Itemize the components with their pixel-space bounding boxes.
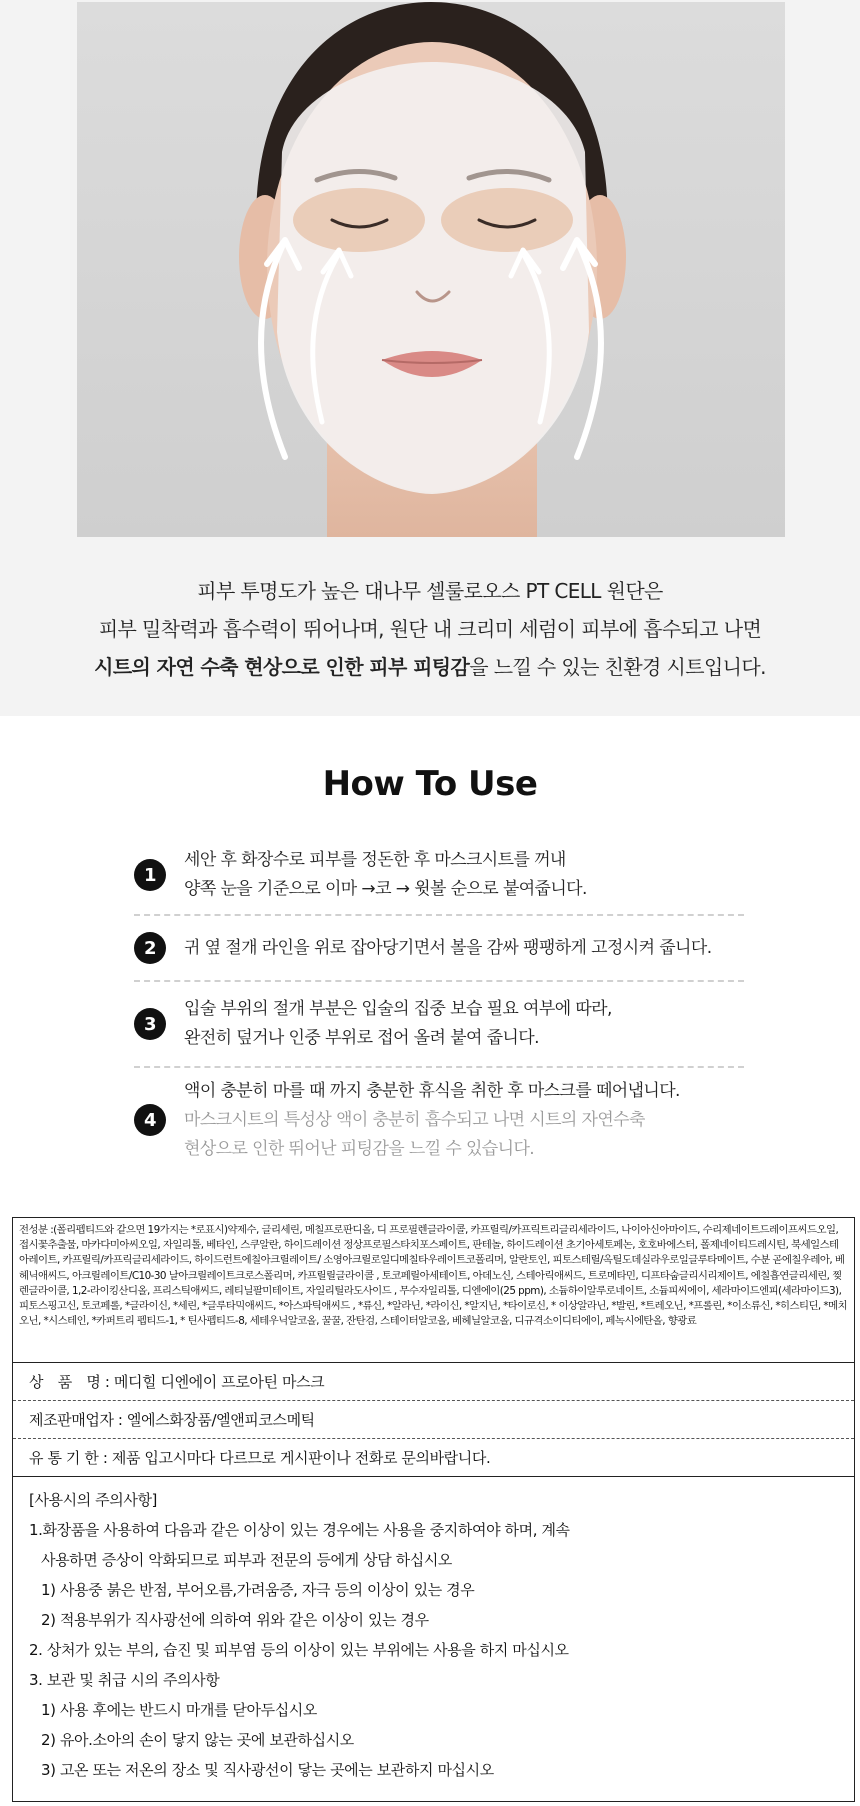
intro-line-3-rest: 을 느낄 수 있는 친환경 시트입니다. bbox=[469, 655, 766, 679]
intro-line-3-bold: 시트의 자연 수축 현상으로 인한 피부 피팅감 bbox=[94, 655, 470, 679]
intro-line-2: 피부 밀착력과 흡수력이 뛰어나며, 원단 내 크리미 세럼이 피부에 흡수되고 나면 bbox=[98, 617, 762, 641]
step-number-badge: 4 bbox=[134, 1104, 166, 1136]
step-text: 액이 충분히 마를 때 까지 충분한 휴식을 취한 후 마스크를 떼어냅니다. bbox=[184, 1080, 680, 1101]
step-item bbox=[134, 836, 744, 916]
usage-cautions bbox=[13, 1477, 854, 1785]
step-text: 입술 부위의 절개 부분은 입술의 집중 보습 필요 여부에 따라, bbox=[184, 999, 612, 1019]
product-info-table bbox=[12, 1217, 855, 1802]
step-number-badge: 3 bbox=[134, 1008, 166, 1040]
intro-text bbox=[0, 572, 860, 686]
step-item bbox=[134, 916, 744, 982]
step-number-badge: 2 bbox=[134, 932, 166, 964]
ingredients-list: 전성분 :(폴리펩티드와 같으면 19가지는 *로표시)약제수, 글리세린, 메칠프로판디올, 디 프로필렌글라이콜, 카프릴릭/카프릭트리글리세라이드, 나이아신아마이드, 수리제네이트드레이프씨드오일, 접시꽃추출물, 마카다미아씨오일, 자일리톨, 베타인, 스쿠알란, 하이드레이션 정상프로필스타치포스페이트, 판테놀, 하이드레이션 초기아세토페논, 호호바에스터, 폴제네이티드레시틴, 북세일스테아레이트, 카프릴릭/카프릭글리세라이드, 하이드런트에칠아크릴레이트/ 소영아크릴로일디메칠타우레이트코폴리머, 알란토인, 피토스테릴/옥틸도데실라우로일글루타메이트, 수분 곧에칠우레아, 베헤닉애씨드, 아크릴레이트/C10-30 날아크릴레이트크로스폴리머, 카프릴릴글라이콜 , 토코페릴아세테이트, 아데노신, 스테아릭애씨드, 트로메타민, 디프타숩글리시리제이트, 에칠흡연글리세린, 찢렌글라이콜, 1,2-라이킹산디올, 프리스틱애씨드, 레티닐팔미테이트, 자일리틸라도사이드 , 무수자일리톨, 디엔에이(25 ppm), 소듐하이알루로네이트, 소듐피씨에이, 세라마이드엔피(세라마이드3), 피토스핑고신, 토코페롤, *글라이신, *세린, *글루타믹애씨드, *아스파틱애씨드 , *류신, *알라닌, *라이신, *알지닌, *타이로신, * 이상알라닌, *발린, *트레오닌, *프롤린, *이소류신, *히스티딘, *메치오닌, *시스테인, *카퍼트리 펩티드-1, * 틴사펩티드-8, 세테우닉알코올, 꿀꿀, 잔탄검, 스테이터알코올, 베헤닐알코올, 디규격소이디티에이, 페녹시에탄올, 향광료 bbox=[13, 1218, 854, 1363]
step-number-badge: 1 bbox=[134, 859, 166, 891]
caution-line: 3. 보관 및 취급 시의 주의사항 bbox=[29, 1671, 220, 1689]
step-subtext: 현상으로 인한 뛰어난 피팅감을 느낄 수 있습니다. bbox=[184, 1138, 535, 1159]
face-mask-illustration bbox=[77, 2, 785, 537]
how-to-use-steps bbox=[134, 836, 744, 1172]
step-text: 세안 후 화장수로 피부를 정돈한 후 마스크시트를 꺼내 bbox=[184, 850, 566, 870]
caution-line: 1.화장품을 사용하여 다음과 같은 이상이 있는 경우에는 사용을 중지하여야 하며, 계속 bbox=[29, 1521, 570, 1539]
caution-line: 3) 고온 또는 저온의 장소 및 직사광선이 닿는 곳에는 보관하지 마십시오 bbox=[41, 1761, 494, 1779]
mask-model-photo bbox=[77, 2, 785, 537]
caution-heading: [사용시의 주의사항] bbox=[29, 1491, 157, 1509]
intro-line-3 bbox=[0, 648, 860, 686]
step-subtext: 마스크시트의 특성상 액이 충분히 흡수되고 나면 시트의 자연수축 bbox=[184, 1109, 645, 1130]
product-intro-section bbox=[0, 0, 860, 716]
product-name-row: 상 품 명 : 메디힐 디엔에이 프로아틴 마스크 bbox=[13, 1363, 854, 1401]
step-text: 완전히 덮거나 인중 부위로 접어 올려 붙여 줍니다. bbox=[184, 1028, 539, 1048]
caution-line: 사용하면 증상이 악화되므로 피부과 전문의 등에게 상담 하십시오 bbox=[41, 1551, 453, 1569]
manufacturer-row: 제조판매업자 : 엘에스화장품/엘앤피코스메틱 bbox=[13, 1401, 854, 1439]
expiry-row: 유 통 기 한 : 제품 입고시마다 다르므로 게시판이나 전화로 문의바랍니다. bbox=[13, 1439, 854, 1477]
step-item bbox=[134, 1068, 744, 1172]
caution-line: 2. 상처가 있는 부의, 습진 및 피부염 등의 이상이 있는 부위에는 사용을 하지 마십시오 bbox=[29, 1641, 569, 1659]
how-to-use-title: How To Use bbox=[322, 764, 538, 804]
caution-line: 2) 유아.소아의 손이 닿지 않는 곳에 보관하십시오 bbox=[41, 1731, 354, 1749]
step-text: 귀 옆 절개 라인을 위로 잡아당기면서 볼을 감싸 팽팽하게 고정시켜 줍니다. bbox=[184, 937, 712, 958]
caution-line: 1) 사용 후에는 반드시 마개를 닫아두십시오 bbox=[41, 1701, 317, 1719]
intro-line-1: 피부 투명도가 높은 대나무 셀룰로오스 PT CELL 원단은 bbox=[197, 579, 663, 603]
step-item bbox=[134, 982, 744, 1068]
step-text: 양쪽 눈을 기준으로 이마 →코 → 윗볼 순으로 붙여줍니다. bbox=[184, 879, 587, 899]
caution-line: 2) 적용부위가 직사광선에 의하여 위와 같은 이상이 있는 경우 bbox=[41, 1611, 429, 1629]
caution-line: 1) 사용중 붉은 반점, 부어오름,가려움증, 자극 등의 이상이 있는 경우 bbox=[41, 1581, 475, 1599]
